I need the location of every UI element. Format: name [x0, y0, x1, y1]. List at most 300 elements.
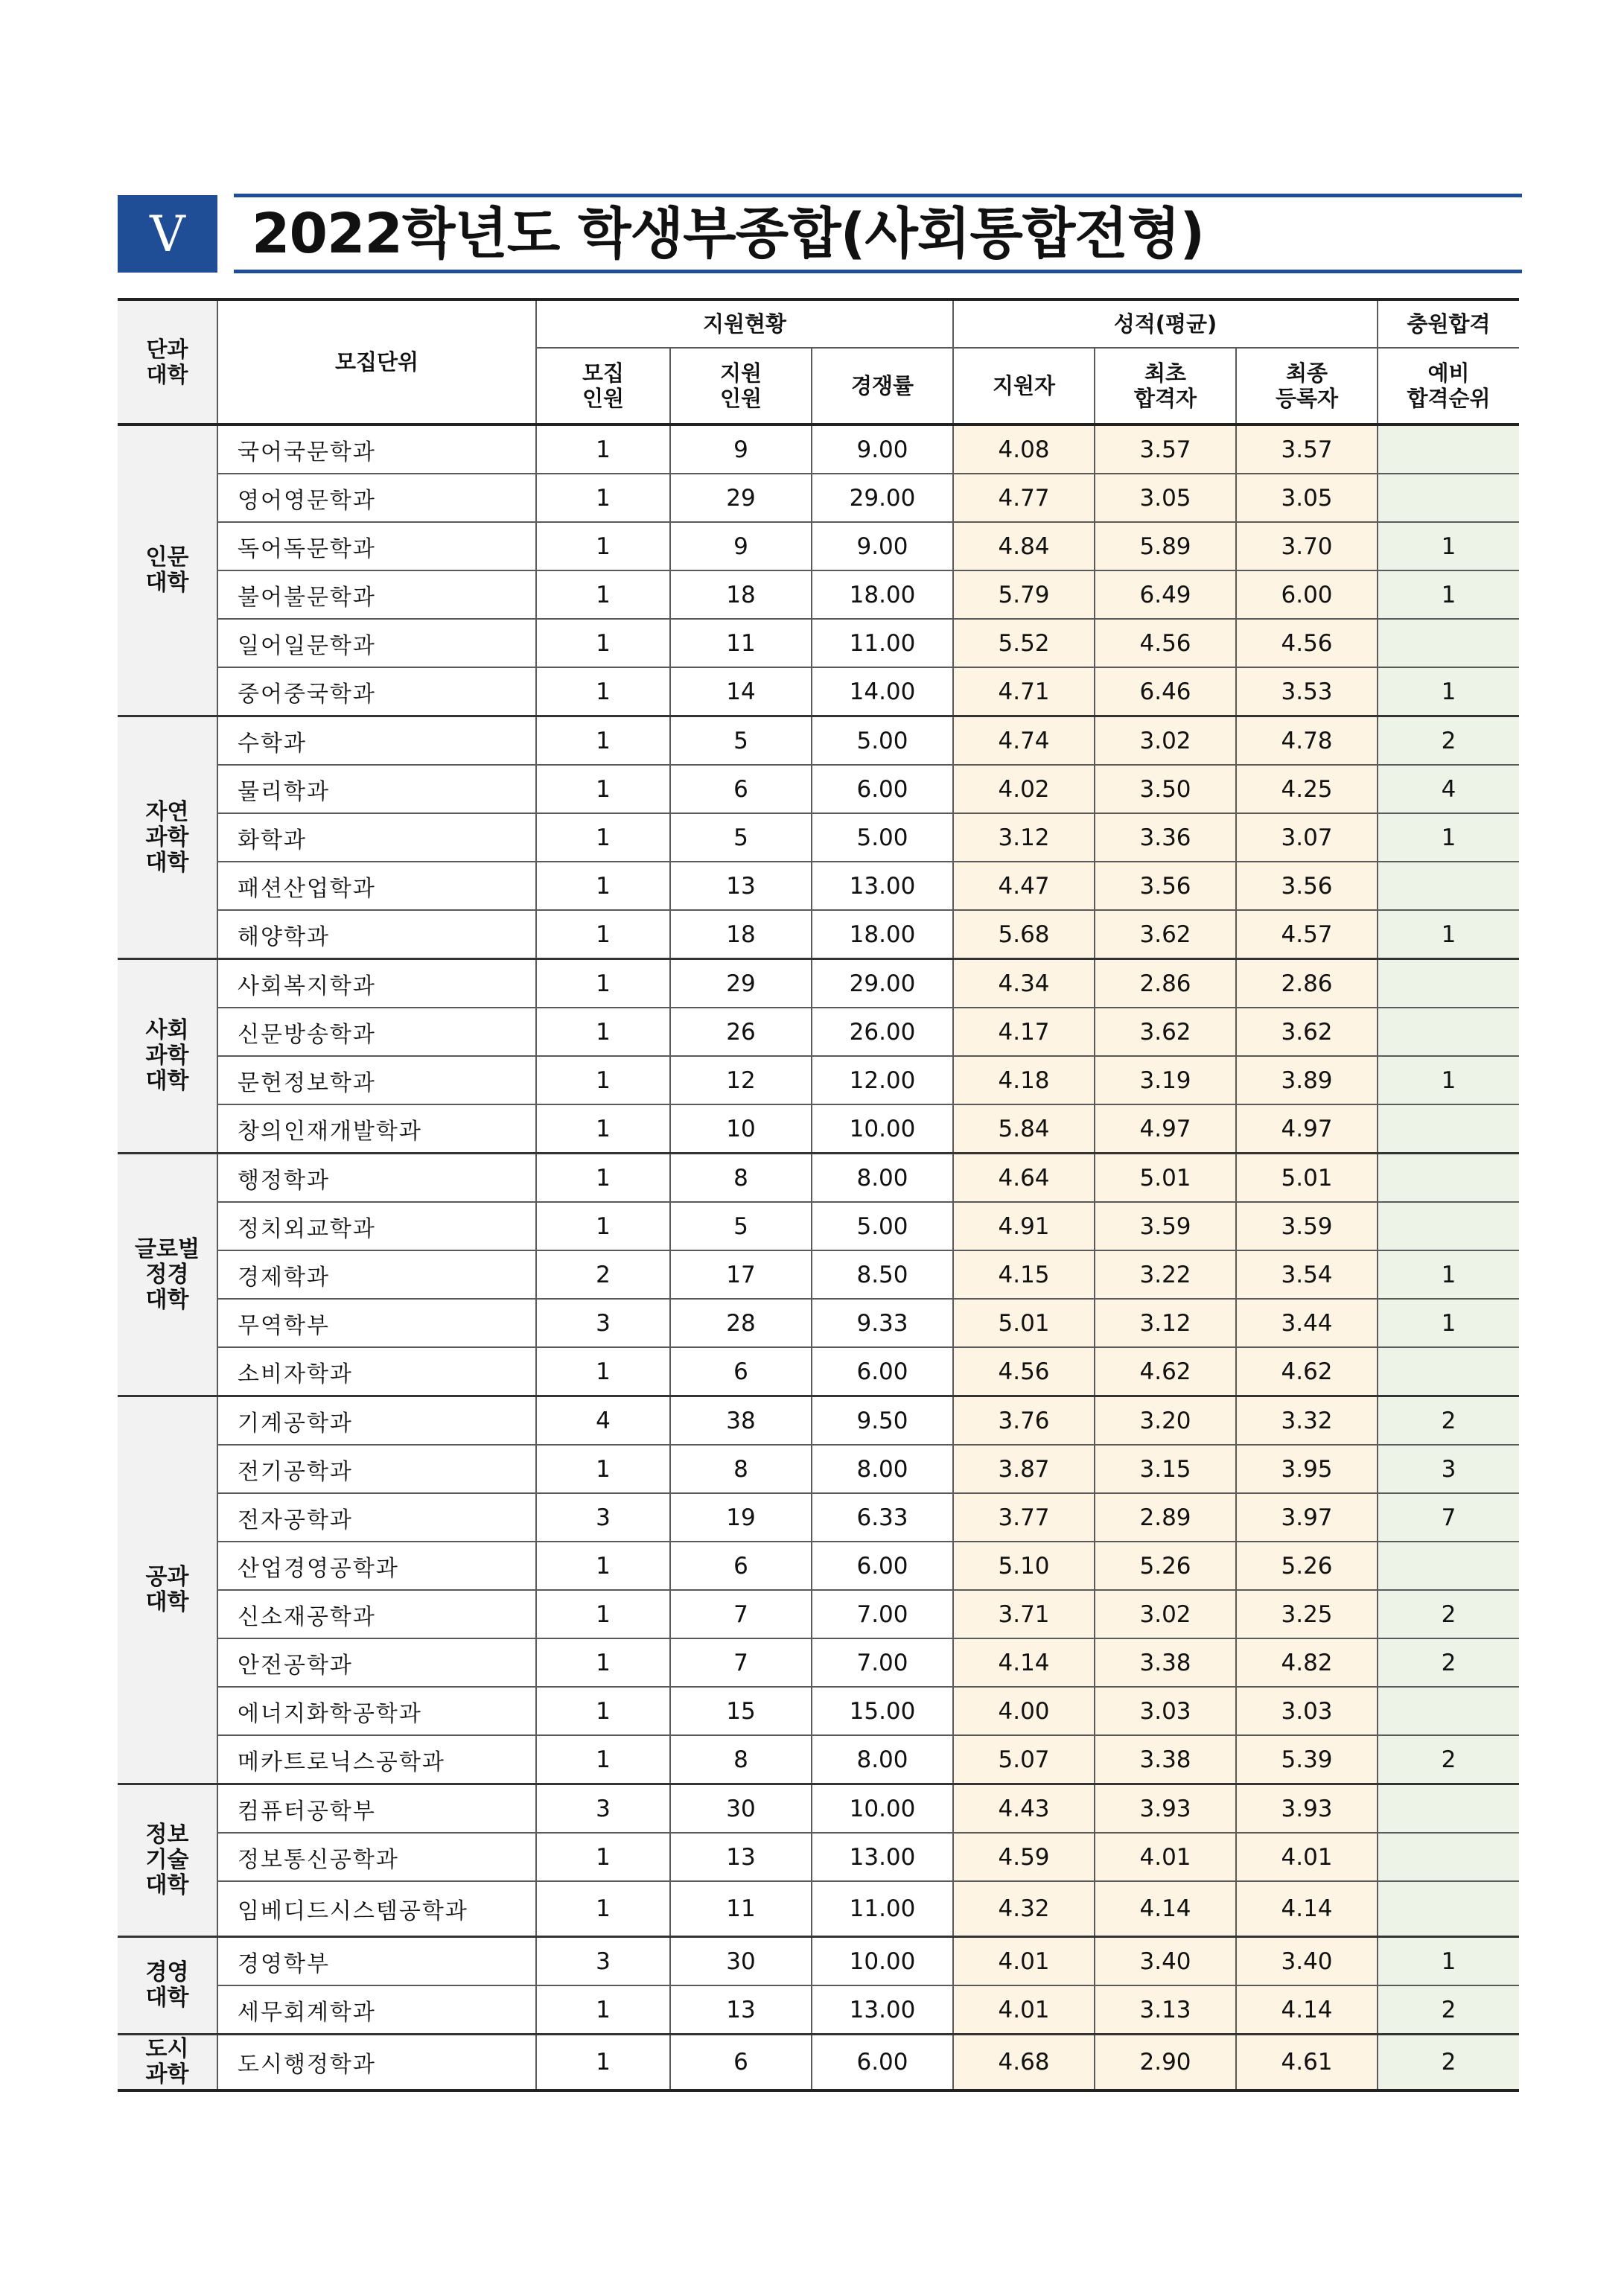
grade-first-pass-cell: 3.59	[1095, 1202, 1236, 1250]
table-row	[118, 522, 1519, 570]
applicant-count-cell: 15	[670, 1687, 812, 1735]
grade-applicant-cell: 4.01	[953, 1985, 1095, 2035]
applicant-count-cell: 11	[670, 619, 812, 667]
recruit-count-cell: 2	[536, 1250, 670, 1299]
recruit-count-cell: 1	[536, 1985, 670, 2035]
header-grade-final-enrolled: 최종 등록자	[1236, 348, 1378, 424]
waitlist-rank-cell: 4	[1378, 765, 1519, 813]
grade-applicant-cell: 4.74	[953, 716, 1095, 766]
grade-applicant-cell: 4.17	[953, 1008, 1095, 1056]
grade-first-pass-cell: 5.26	[1095, 1542, 1236, 1590]
applicant-count-cell: 30	[670, 1937, 812, 1986]
grade-first-pass-cell: 5.89	[1095, 522, 1236, 570]
department-cell: 패션산업학과	[217, 862, 536, 910]
table-row	[118, 2035, 1519, 2091]
grade-final-enrolled-cell: 3.59	[1236, 1202, 1378, 1250]
grade-applicant-cell: 5.10	[953, 1542, 1095, 1590]
applicant-count-cell: 19	[670, 1493, 812, 1542]
department-cell: 정치외교학과	[217, 1202, 536, 1250]
department-cell: 경영학부	[217, 1937, 536, 1986]
recruit-count-cell: 1	[536, 1154, 670, 1203]
grade-first-pass-cell: 2.86	[1095, 959, 1236, 1008]
grade-first-pass-cell: 3.05	[1095, 474, 1236, 522]
applicant-count-cell: 6	[670, 1347, 812, 1396]
table-row	[118, 1347, 1519, 1396]
recruit-count-cell: 1	[536, 959, 670, 1008]
department-cell: 수학과	[217, 716, 536, 766]
recruit-count-cell: 1	[536, 1445, 670, 1493]
applicant-count-cell: 7	[670, 1590, 812, 1638]
table-row	[118, 667, 1519, 716]
department-cell: 안전공학과	[217, 1638, 536, 1687]
competition-ratio-cell: 9.50	[812, 1396, 953, 1446]
table-row	[118, 1590, 1519, 1638]
department-cell: 물리학과	[217, 765, 536, 813]
table-row	[118, 1735, 1519, 1784]
table-row	[118, 424, 1519, 474]
grade-final-enrolled-cell: 4.14	[1236, 1985, 1378, 2035]
recruit-count-cell: 3	[536, 1299, 670, 1347]
waitlist-rank-cell	[1378, 1154, 1519, 1203]
grade-final-enrolled-cell: 3.57	[1236, 424, 1378, 474]
waitlist-rank-cell: 1	[1378, 1250, 1519, 1299]
recruit-count-cell: 1	[536, 1202, 670, 1250]
grade-final-enrolled-cell: 5.39	[1236, 1735, 1378, 1784]
grade-final-enrolled-cell: 3.40	[1236, 1937, 1378, 1986]
applicant-count-cell: 8	[670, 1735, 812, 1784]
table-row	[118, 862, 1519, 910]
grade-first-pass-cell: 3.03	[1095, 1687, 1236, 1735]
applicant-count-cell: 12	[670, 1056, 812, 1104]
waitlist-rank-cell: 1	[1378, 1937, 1519, 1986]
department-cell: 중어중국학과	[217, 667, 536, 716]
competition-ratio-cell: 9.00	[812, 522, 953, 570]
competition-ratio-cell: 8.00	[812, 1154, 953, 1203]
grade-applicant-cell: 4.34	[953, 959, 1095, 1008]
waitlist-rank-cell	[1378, 1542, 1519, 1590]
table-row	[118, 1104, 1519, 1154]
page-title: 2022학년도 학생부종합(사회통합전형)	[252, 202, 1205, 266]
grade-first-pass-cell: 3.50	[1095, 765, 1236, 813]
department-cell: 소비자학과	[217, 1347, 536, 1396]
grade-first-pass-cell: 3.20	[1095, 1396, 1236, 1446]
grade-first-pass-cell: 5.01	[1095, 1154, 1236, 1203]
recruit-count-cell: 1	[536, 522, 670, 570]
department-cell: 전기공학과	[217, 1445, 536, 1493]
waitlist-rank-cell: 1	[1378, 1299, 1519, 1347]
competition-ratio-cell: 12.00	[812, 1056, 953, 1104]
applicant-count-cell: 26	[670, 1008, 812, 1056]
department-cell: 임베디드시스템공학과	[217, 1881, 536, 1937]
waitlist-rank-cell	[1378, 424, 1519, 474]
recruit-count-cell: 1	[536, 1735, 670, 1784]
competition-ratio-cell: 6.00	[812, 765, 953, 813]
recruit-count-cell: 1	[536, 474, 670, 522]
title-rule-bottom	[234, 270, 1522, 273]
department-cell: 산업경영공학과	[217, 1542, 536, 1590]
grade-final-enrolled-cell: 4.97	[1236, 1104, 1378, 1154]
grade-applicant-cell: 3.12	[953, 813, 1095, 862]
table-row	[118, 1445, 1519, 1493]
college-cell: 인문 대학	[118, 424, 217, 716]
grade-applicant-cell: 4.08	[953, 424, 1095, 474]
recruit-count-cell: 1	[536, 667, 670, 716]
waitlist-rank-cell	[1378, 1833, 1519, 1881]
waitlist-rank-cell: 2	[1378, 1985, 1519, 2035]
competition-ratio-cell: 6.33	[812, 1493, 953, 1542]
recruit-count-cell: 1	[536, 1104, 670, 1154]
table-body	[118, 424, 1519, 2090]
grade-first-pass-cell: 4.01	[1095, 1833, 1236, 1881]
grade-final-enrolled-cell: 4.78	[1236, 716, 1378, 766]
grade-applicant-cell: 4.02	[953, 765, 1095, 813]
grade-final-enrolled-cell: 3.32	[1236, 1396, 1378, 1446]
grade-final-enrolled-cell: 2.86	[1236, 959, 1378, 1008]
table-row	[118, 1493, 1519, 1542]
header-waitlist-rank: 예비 합격순위	[1378, 348, 1519, 424]
recruit-count-cell: 1	[536, 765, 670, 813]
waitlist-rank-cell	[1378, 1687, 1519, 1735]
waitlist-rank-cell: 1	[1378, 910, 1519, 959]
grade-final-enrolled-cell: 3.53	[1236, 667, 1378, 716]
competition-ratio-cell: 7.00	[812, 1590, 953, 1638]
department-cell: 국어국문학과	[217, 424, 536, 474]
grade-final-enrolled-cell: 4.01	[1236, 1833, 1378, 1881]
competition-ratio-cell: 5.00	[812, 716, 953, 766]
grade-first-pass-cell: 4.62	[1095, 1347, 1236, 1396]
waitlist-rank-cell: 7	[1378, 1493, 1519, 1542]
waitlist-rank-cell: 1	[1378, 813, 1519, 862]
table-row	[118, 1687, 1519, 1735]
grade-final-enrolled-cell: 3.44	[1236, 1299, 1378, 1347]
table-row	[118, 716, 1519, 766]
department-cell: 전자공학과	[217, 1493, 536, 1542]
applicant-count-cell: 13	[670, 862, 812, 910]
grade-applicant-cell: 5.07	[953, 1735, 1095, 1784]
title-rule-top	[234, 194, 1522, 197]
waitlist-rank-cell: 1	[1378, 1056, 1519, 1104]
waitlist-rank-cell	[1378, 1881, 1519, 1937]
header-college: 단과 대학	[118, 299, 217, 424]
recruit-count-cell: 1	[536, 570, 670, 619]
recruit-count-cell: 4	[536, 1396, 670, 1446]
department-cell: 불어불문학과	[217, 570, 536, 619]
recruit-count-cell: 1	[536, 1833, 670, 1881]
table-row	[118, 1056, 1519, 1104]
recruit-count-cell: 1	[536, 1687, 670, 1735]
grade-final-enrolled-cell: 3.93	[1236, 1784, 1378, 1834]
grade-applicant-cell: 4.01	[953, 1937, 1095, 1986]
applicant-count-cell: 6	[670, 1542, 812, 1590]
grade-final-enrolled-cell: 4.25	[1236, 765, 1378, 813]
header-unit: 모집단위	[217, 299, 536, 424]
grade-applicant-cell: 4.43	[953, 1784, 1095, 1834]
grade-first-pass-cell: 2.89	[1095, 1493, 1236, 1542]
grade-applicant-cell: 4.84	[953, 522, 1095, 570]
grade-applicant-cell: 5.79	[953, 570, 1095, 619]
competition-ratio-cell: 6.00	[812, 1542, 953, 1590]
grade-applicant-cell: 4.64	[953, 1154, 1095, 1203]
recruit-count-cell: 1	[536, 2035, 670, 2091]
table-row	[118, 474, 1519, 522]
department-cell: 정보통신공학과	[217, 1833, 536, 1881]
grade-first-pass-cell: 2.90	[1095, 2035, 1236, 2091]
college-cell: 자연 과학 대학	[118, 716, 217, 959]
grade-applicant-cell: 4.59	[953, 1833, 1095, 1881]
competition-ratio-cell: 18.00	[812, 910, 953, 959]
table-row	[118, 959, 1519, 1008]
grade-final-enrolled-cell: 3.62	[1236, 1008, 1378, 1056]
header-group-grade: 성적(평균)	[953, 299, 1378, 348]
table-row	[118, 1833, 1519, 1881]
competition-ratio-cell: 29.00	[812, 474, 953, 522]
table-row	[118, 1937, 1519, 1986]
department-cell: 메카트로닉스공학과	[217, 1735, 536, 1784]
department-cell: 경제학과	[217, 1250, 536, 1299]
department-cell: 사회복지학과	[217, 959, 536, 1008]
grade-final-enrolled-cell: 4.57	[1236, 910, 1378, 959]
table-row	[118, 619, 1519, 667]
grade-applicant-cell: 3.77	[953, 1493, 1095, 1542]
grade-final-enrolled-cell: 3.05	[1236, 474, 1378, 522]
applicant-count-cell: 17	[670, 1250, 812, 1299]
applicant-count-cell: 18	[670, 910, 812, 959]
grade-first-pass-cell: 3.57	[1095, 424, 1236, 474]
table-row	[118, 765, 1519, 813]
competition-ratio-cell: 5.00	[812, 813, 953, 862]
waitlist-rank-cell: 2	[1378, 1590, 1519, 1638]
grade-final-enrolled-cell: 4.61	[1236, 2035, 1378, 2091]
college-cell: 도시 과학	[118, 2035, 217, 2091]
department-cell: 무역학부	[217, 1299, 536, 1347]
competition-ratio-cell: 14.00	[812, 667, 953, 716]
competition-ratio-cell: 29.00	[812, 959, 953, 1008]
grade-final-enrolled-cell: 5.01	[1236, 1154, 1378, 1203]
grade-applicant-cell: 4.56	[953, 1347, 1095, 1396]
grade-final-enrolled-cell: 4.82	[1236, 1638, 1378, 1687]
grade-first-pass-cell: 3.36	[1095, 813, 1236, 862]
competition-ratio-cell: 8.50	[812, 1250, 953, 1299]
grade-final-enrolled-cell: 3.03	[1236, 1687, 1378, 1735]
applicant-count-cell: 8	[670, 1154, 812, 1203]
recruit-count-cell: 1	[536, 910, 670, 959]
department-cell: 신문방송학과	[217, 1008, 536, 1056]
college-cell: 사회 과학 대학	[118, 959, 217, 1154]
waitlist-rank-cell: 1	[1378, 667, 1519, 716]
grade-applicant-cell: 4.91	[953, 1202, 1095, 1250]
table-row	[118, 1396, 1519, 1446]
competition-ratio-cell: 11.00	[812, 1881, 953, 1937]
table-row	[118, 1638, 1519, 1687]
applicant-count-cell: 6	[670, 2035, 812, 2091]
waitlist-rank-cell: 2	[1378, 1735, 1519, 1784]
recruit-count-cell: 1	[536, 813, 670, 862]
grade-final-enrolled-cell: 3.25	[1236, 1590, 1378, 1638]
competition-ratio-cell: 10.00	[812, 1784, 953, 1834]
grade-applicant-cell: 4.71	[953, 667, 1095, 716]
waitlist-rank-cell	[1378, 1347, 1519, 1396]
competition-ratio-cell: 26.00	[812, 1008, 953, 1056]
table-row	[118, 1985, 1519, 2035]
competition-ratio-cell: 7.00	[812, 1638, 953, 1687]
applicant-count-cell: 5	[670, 716, 812, 766]
applicant-count-cell: 28	[670, 1299, 812, 1347]
competition-ratio-cell: 11.00	[812, 619, 953, 667]
waitlist-rank-cell	[1378, 474, 1519, 522]
applicant-count-cell: 5	[670, 813, 812, 862]
competition-ratio-cell: 18.00	[812, 570, 953, 619]
grade-applicant-cell: 3.71	[953, 1590, 1095, 1638]
applicant-count-cell: 5	[670, 1202, 812, 1250]
competition-ratio-cell: 6.00	[812, 2035, 953, 2091]
applicant-count-cell: 9	[670, 522, 812, 570]
header-ratio: 경쟁률	[812, 348, 953, 424]
waitlist-rank-cell	[1378, 1104, 1519, 1154]
grade-applicant-cell: 5.68	[953, 910, 1095, 959]
grade-first-pass-cell: 3.62	[1095, 910, 1236, 959]
waitlist-rank-cell	[1378, 959, 1519, 1008]
applicant-count-cell: 29	[670, 959, 812, 1008]
waitlist-rank-cell: 2	[1378, 716, 1519, 766]
waitlist-rank-cell	[1378, 619, 1519, 667]
header-group-apply: 지원현황	[536, 299, 953, 348]
table-row	[118, 1784, 1519, 1834]
applicant-count-cell: 7	[670, 1638, 812, 1687]
grade-first-pass-cell: 3.40	[1095, 1937, 1236, 1986]
grade-first-pass-cell: 3.22	[1095, 1250, 1236, 1299]
competition-ratio-cell: 9.00	[812, 424, 953, 474]
grade-applicant-cell: 3.76	[953, 1396, 1095, 1446]
recruit-count-cell: 3	[536, 1937, 670, 1986]
table-row	[118, 910, 1519, 959]
competition-ratio-cell: 5.00	[812, 1202, 953, 1250]
competition-ratio-cell: 15.00	[812, 1687, 953, 1735]
applicant-count-cell: 29	[670, 474, 812, 522]
college-cell: 공과 대학	[118, 1396, 217, 1784]
section-number-badge: V	[118, 195, 217, 273]
waitlist-rank-cell: 1	[1378, 522, 1519, 570]
waitlist-rank-cell: 2	[1378, 1638, 1519, 1687]
grade-first-pass-cell: 3.38	[1095, 1638, 1236, 1687]
applicant-count-cell: 14	[670, 667, 812, 716]
department-cell: 창의인재개발학과	[217, 1104, 536, 1154]
header-group-extra: 충원합격	[1378, 299, 1519, 348]
applicant-count-cell: 8	[670, 1445, 812, 1493]
grade-applicant-cell: 4.00	[953, 1687, 1095, 1735]
applicant-count-cell: 9	[670, 424, 812, 474]
recruit-count-cell: 1	[536, 1590, 670, 1638]
grade-first-pass-cell: 4.56	[1095, 619, 1236, 667]
recruit-count-cell: 1	[536, 1347, 670, 1396]
applicant-count-cell: 18	[670, 570, 812, 619]
grade-first-pass-cell: 3.56	[1095, 862, 1236, 910]
grade-first-pass-cell: 3.13	[1095, 1985, 1236, 2035]
competition-ratio-cell: 8.00	[812, 1445, 953, 1493]
grade-applicant-cell: 3.87	[953, 1445, 1095, 1493]
competition-ratio-cell: 13.00	[812, 1985, 953, 2035]
waitlist-rank-cell	[1378, 1784, 1519, 1834]
applicant-count-cell: 30	[670, 1784, 812, 1834]
college-cell: 경영 대학	[118, 1937, 217, 2035]
grade-first-pass-cell: 3.15	[1095, 1445, 1236, 1493]
table-row	[118, 1008, 1519, 1056]
recruit-count-cell: 3	[536, 1493, 670, 1542]
recruit-count-cell: 1	[536, 1542, 670, 1590]
grade-final-enrolled-cell: 4.56	[1236, 619, 1378, 667]
grade-final-enrolled-cell: 3.54	[1236, 1250, 1378, 1299]
grade-final-enrolled-cell: 4.14	[1236, 1881, 1378, 1937]
recruit-count-cell: 1	[536, 1008, 670, 1056]
waitlist-rank-cell: 1	[1378, 570, 1519, 619]
recruit-count-cell: 3	[536, 1784, 670, 1834]
grade-final-enrolled-cell: 3.07	[1236, 813, 1378, 862]
department-cell: 세무회계학과	[217, 1985, 536, 2035]
applicant-count-cell: 13	[670, 1833, 812, 1881]
recruit-count-cell: 1	[536, 424, 670, 474]
applicant-count-cell: 6	[670, 765, 812, 813]
recruit-count-cell: 1	[536, 619, 670, 667]
department-cell: 에너지화학공학과	[217, 1687, 536, 1735]
table-row	[118, 1542, 1519, 1590]
grade-applicant-cell: 4.15	[953, 1250, 1095, 1299]
grade-first-pass-cell: 3.38	[1095, 1735, 1236, 1784]
recruit-count-cell: 1	[536, 1638, 670, 1687]
department-cell: 컴퓨터공학부	[217, 1784, 536, 1834]
table-row	[118, 813, 1519, 862]
recruit-count-cell: 1	[536, 1881, 670, 1937]
grade-first-pass-cell: 3.12	[1095, 1299, 1236, 1347]
waitlist-rank-cell: 3	[1378, 1445, 1519, 1493]
grade-applicant-cell: 4.18	[953, 1056, 1095, 1104]
competition-ratio-cell: 8.00	[812, 1735, 953, 1784]
department-cell: 문헌정보학과	[217, 1056, 536, 1104]
grade-final-enrolled-cell: 6.00	[1236, 570, 1378, 619]
grade-first-pass-cell: 4.14	[1095, 1881, 1236, 1937]
applicant-count-cell: 11	[670, 1881, 812, 1937]
grade-applicant-cell: 4.68	[953, 2035, 1095, 2091]
grade-applicant-cell: 4.14	[953, 1638, 1095, 1687]
table-row	[118, 1299, 1519, 1347]
waitlist-rank-cell	[1378, 1008, 1519, 1056]
grade-first-pass-cell: 4.97	[1095, 1104, 1236, 1154]
recruit-count-cell: 1	[536, 716, 670, 766]
grade-first-pass-cell: 3.02	[1095, 716, 1236, 766]
waitlist-rank-cell	[1378, 862, 1519, 910]
table-row	[118, 1881, 1519, 1937]
grade-first-pass-cell: 6.49	[1095, 570, 1236, 619]
waitlist-rank-cell	[1378, 1202, 1519, 1250]
grade-applicant-cell: 4.47	[953, 862, 1095, 910]
department-cell: 행정학과	[217, 1154, 536, 1203]
grade-applicant-cell: 5.52	[953, 619, 1095, 667]
grade-final-enrolled-cell: 4.62	[1236, 1347, 1378, 1396]
applicant-count-cell: 10	[670, 1104, 812, 1154]
header-recruit: 모집 인원	[536, 348, 670, 424]
waitlist-rank-cell: 2	[1378, 1396, 1519, 1446]
header-applicants: 지원 인원	[670, 348, 812, 424]
grade-applicant-cell: 4.77	[953, 474, 1095, 522]
table-row	[118, 1250, 1519, 1299]
admission-results-table	[118, 298, 1519, 2092]
department-cell: 신소재공학과	[217, 1590, 536, 1638]
grade-first-pass-cell: 3.02	[1095, 1590, 1236, 1638]
table-row	[118, 570, 1519, 619]
grade-first-pass-cell: 3.62	[1095, 1008, 1236, 1056]
competition-ratio-cell: 13.00	[812, 1833, 953, 1881]
grade-final-enrolled-cell: 5.26	[1236, 1542, 1378, 1590]
grade-final-enrolled-cell: 3.56	[1236, 862, 1378, 910]
grade-applicant-cell: 5.84	[953, 1104, 1095, 1154]
